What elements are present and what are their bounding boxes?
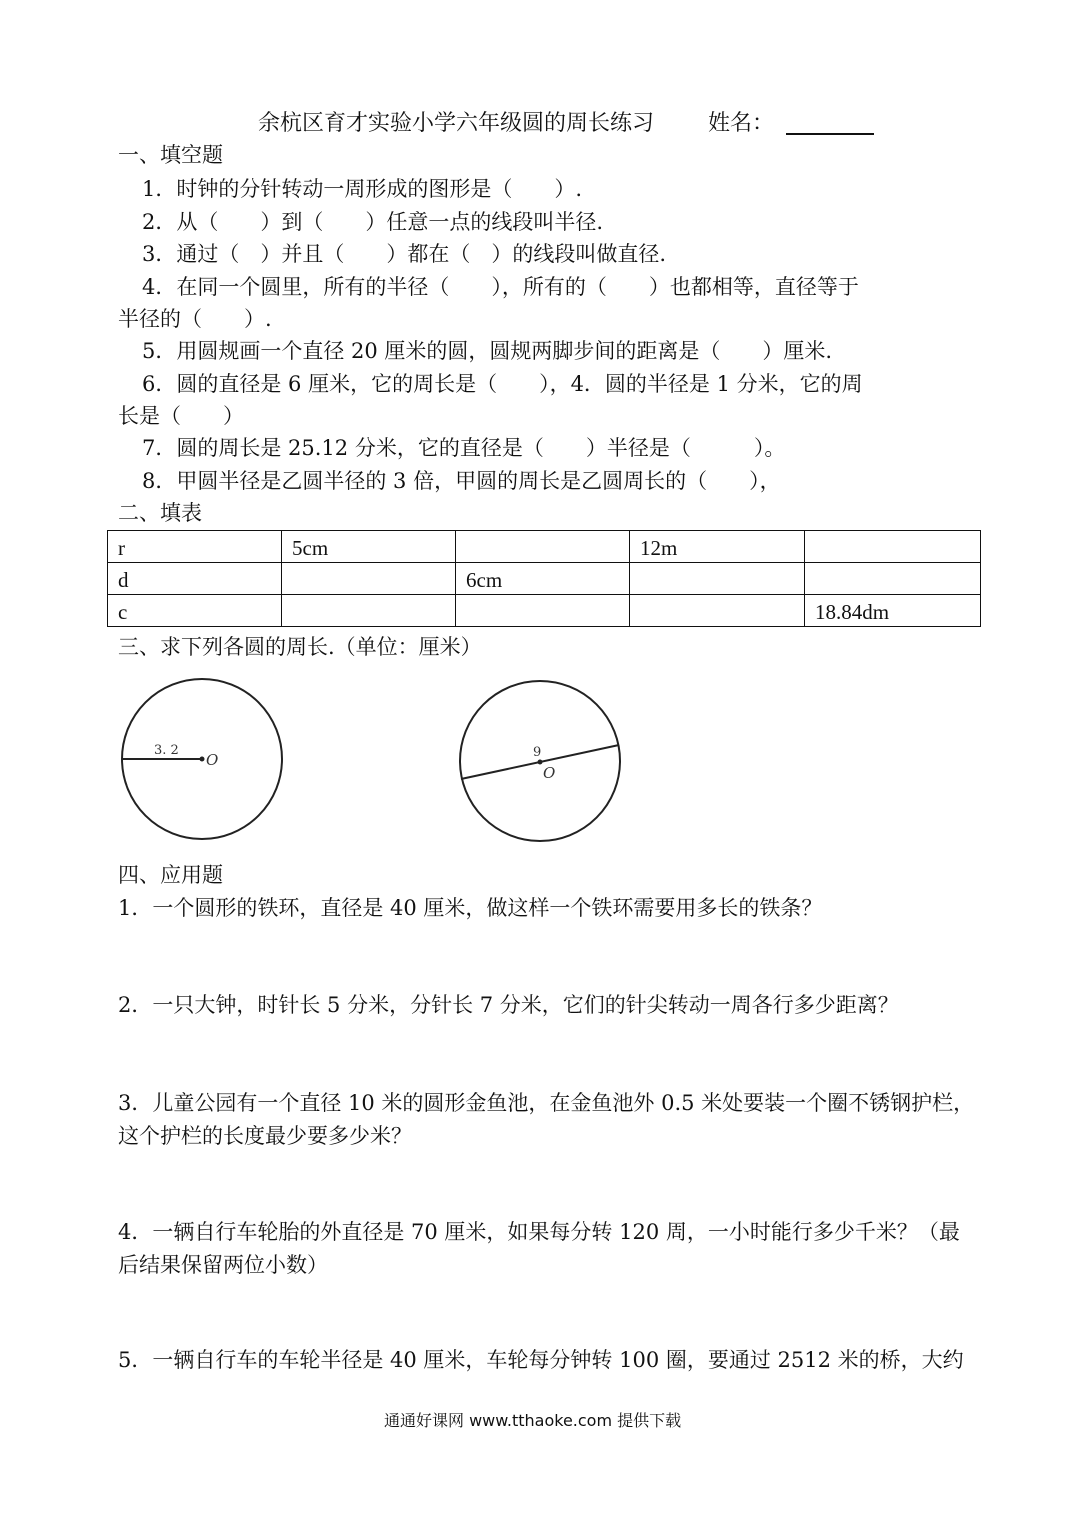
question-7: 7．圆的周长是 25.12 分米，它的直径是（ ）半径是（ ）。 xyxy=(142,436,786,460)
center-label: O xyxy=(206,751,219,769)
table-cell: r xyxy=(108,531,282,563)
table-cell[interactable] xyxy=(805,563,981,595)
name-blank-line[interactable] xyxy=(786,113,874,135)
table-cell: 12m xyxy=(630,531,805,563)
question-3: 3．通过（ ）并且（ ）都在（ ）的线段叫做直径. xyxy=(142,242,667,266)
table-cell: d xyxy=(108,563,282,595)
section1-heading: 一、填空题 xyxy=(118,143,223,167)
question-8: 8．甲圆半径是乙圆半径的 3 倍，甲圆的周长是乙圆周长的（ ）， xyxy=(142,469,781,493)
section2-heading: 二、填表 xyxy=(118,501,202,525)
table-cell: 6cm xyxy=(456,563,630,595)
problem-2: 2．一只大钟，时针长 5 分米，分针长 7 分米，它们的针尖转动一周各行多少距离？ xyxy=(118,993,899,1017)
problem-4-line1: 4．一辆自行车轮胎的外直径是 70 厘米，如果每分转 120 周，一小时能行多少千米？（最 xyxy=(118,1220,960,1244)
question-4-line2: 半径的（ ）. xyxy=(118,307,272,331)
section3-heading: 三、求下列各圆的周长.（单位：厘米） xyxy=(118,635,482,659)
name-label: 姓名： xyxy=(708,111,775,136)
problem-4-line2: 后结果保留两位小数） xyxy=(118,1253,328,1277)
table-row xyxy=(108,563,981,595)
circle-figure-1 xyxy=(110,672,300,852)
question-5: 5．用圆规画一个直径 20 厘米的圆，圆规两脚步间的距离是（ ）厘米. xyxy=(142,339,833,363)
table-row xyxy=(108,531,981,563)
center-label: O xyxy=(543,764,556,782)
question-1: 1．时钟的分针转动一周形成的图形是（ ）. xyxy=(142,177,583,201)
table-cell[interactable] xyxy=(630,595,805,627)
problem-1: 1．一个圆形的铁环，直径是 40 厘米，做这样一个铁环需要用多长的铁条？ xyxy=(118,896,823,920)
section4-heading: 四、应用题 xyxy=(118,863,223,887)
page-title xyxy=(258,113,874,135)
table-cell[interactable] xyxy=(805,531,981,563)
table-cell: c xyxy=(108,595,282,627)
table-cell[interactable] xyxy=(282,563,456,595)
question-6-line1: 6．圆的直径是 6 厘米，它的周长是（ ），4．圆的半径是 1 分米，它的周 xyxy=(142,372,863,396)
fill-table xyxy=(107,530,981,627)
footer-credit: 通通好课网 www.tthaoke.com 提供下载 xyxy=(384,1411,682,1430)
problem-5: 5．一辆自行车的车轮半径是 40 厘米，车轮每分钟转 100 圈，要通过 2512 米的桥，大约 xyxy=(118,1348,964,1372)
table-cell[interactable] xyxy=(630,563,805,595)
circle-figure-2 xyxy=(455,672,630,852)
diameter-label: 9 xyxy=(533,745,542,760)
problem-3-line2: 这个护栏的长度最少要多少米？ xyxy=(118,1124,412,1148)
table-row xyxy=(108,595,981,627)
radius-label: 3. 2 xyxy=(154,743,179,758)
table-cell[interactable] xyxy=(456,595,630,627)
table-cell: 18.84dm xyxy=(805,595,981,627)
problem-3-line1: 3．儿童公园有一个直径 10 米的圆形金鱼池，在金鱼池外 0.5 米处要装一个圈不锈钢护栏， xyxy=(118,1091,975,1115)
table-cell: 5cm xyxy=(282,531,456,563)
center-point xyxy=(200,757,205,762)
table-cell[interactable] xyxy=(282,595,456,627)
table-cell[interactable] xyxy=(456,531,630,563)
center-point xyxy=(538,760,543,765)
question-6-line2: 长是（ ） xyxy=(118,404,244,428)
question-4-line1: 4．在同一个圆里，所有的半径（ ），所有的（ ）也都相等，直径等于 xyxy=(142,275,859,299)
title-text: 余杭区育才实验小学六年级圆的周长练习 xyxy=(258,111,655,136)
question-2: 2．从（ ）到（ ）任意一点的线段叫半径. xyxy=(142,210,604,234)
